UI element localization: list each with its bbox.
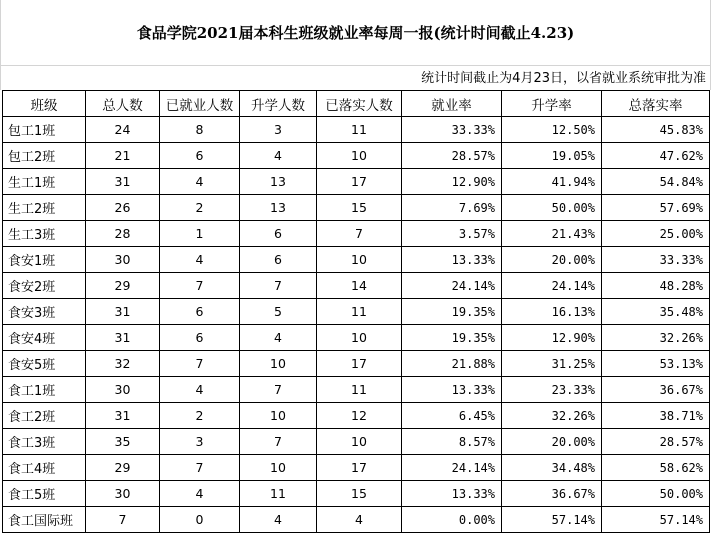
employment-rate-cell[interactable]: 19.35% — [402, 299, 502, 325]
total-cell[interactable]: 31 — [86, 169, 160, 195]
study-rate-cell[interactable]: 50.00% — [502, 195, 602, 221]
total-rate-cell[interactable]: 50.00% — [602, 481, 710, 507]
employed-cell[interactable]: 6 — [160, 299, 240, 325]
study-cell[interactable]: 10 — [240, 455, 317, 481]
study-rate-cell[interactable]: 23.33% — [502, 377, 602, 403]
table-row — [3, 507, 710, 533]
study-cell[interactable]: 6 — [240, 221, 317, 247]
sheet-note[interactable]: 统计时间截止为4月23日，以省就业系统审批为准 — [0, 68, 711, 90]
total-rate-cell[interactable]: 36.67% — [602, 377, 710, 403]
total-cell[interactable]: 31 — [86, 403, 160, 429]
total-rate-cell[interactable]: 32.26% — [602, 325, 710, 351]
table-row — [3, 117, 710, 143]
employment-rate-cell[interactable]: 19.35% — [402, 325, 502, 351]
total-rate-cell[interactable]: 54.84% — [602, 169, 710, 195]
study-cell[interactable]: 6 — [240, 247, 317, 273]
class-cell[interactable]: 生工3班 — [3, 221, 86, 247]
employment-rate-cell[interactable]: 24.14% — [402, 455, 502, 481]
class-cell[interactable]: 食安1班 — [3, 247, 86, 273]
placed-cell[interactable]: 4 — [317, 507, 402, 533]
employment-rate-cell[interactable]: 21.88% — [402, 351, 502, 377]
class-cell[interactable]: 食工2班 — [3, 403, 86, 429]
class-cell[interactable]: 食安2班 — [3, 273, 86, 299]
study-rate-cell[interactable]: 57.14% — [502, 507, 602, 533]
header-class[interactable]: 班级 — [3, 91, 86, 117]
placed-cell[interactable]: 14 — [317, 273, 402, 299]
table-row — [3, 169, 710, 195]
table-row — [3, 247, 710, 273]
total-cell[interactable]: 30 — [86, 481, 160, 507]
placed-cell[interactable]: 10 — [317, 247, 402, 273]
study-cell[interactable]: 13 — [240, 169, 317, 195]
placed-cell[interactable]: 17 — [317, 351, 402, 377]
total-rate-cell[interactable]: 33.33% — [602, 247, 710, 273]
table-row — [3, 195, 710, 221]
employment-rate-cell[interactable]: 3.57% — [402, 221, 502, 247]
header-employed[interactable]: 已就业人数 — [160, 91, 240, 117]
study-cell[interactable]: 10 — [240, 351, 317, 377]
employed-cell[interactable]: 2 — [160, 403, 240, 429]
class-cell[interactable]: 食工4班 — [3, 455, 86, 481]
employed-cell[interactable]: 0 — [160, 507, 240, 533]
study-cell[interactable]: 13 — [240, 195, 317, 221]
study-cell[interactable]: 4 — [240, 325, 317, 351]
placed-cell[interactable]: 10 — [317, 143, 402, 169]
placed-cell[interactable]: 17 — [317, 169, 402, 195]
study-cell[interactable]: 7 — [240, 273, 317, 299]
total-rate-cell[interactable]: 48.28% — [602, 273, 710, 299]
placed-cell[interactable]: 7 — [317, 221, 402, 247]
table-row — [3, 429, 710, 455]
study-cell[interactable]: 10 — [240, 403, 317, 429]
employed-cell[interactable]: 6 — [160, 143, 240, 169]
header-total-rate[interactable]: 总落实率 — [602, 91, 710, 117]
header-employment-rate[interactable]: 就业率 — [402, 91, 502, 117]
study-rate-cell[interactable]: 41.94% — [502, 169, 602, 195]
placed-cell[interactable]: 15 — [317, 195, 402, 221]
class-cell[interactable]: 食工国际班 — [3, 507, 86, 533]
study-rate-cell[interactable]: 20.00% — [502, 429, 602, 455]
total-rate-cell[interactable]: 28.57% — [602, 429, 710, 455]
total-cell[interactable]: 32 — [86, 351, 160, 377]
study-rate-cell[interactable]: 21.43% — [502, 221, 602, 247]
total-cell[interactable]: 24 — [86, 117, 160, 143]
study-rate-cell[interactable]: 12.50% — [502, 117, 602, 143]
employed-cell[interactable]: 7 — [160, 351, 240, 377]
table-row — [3, 221, 710, 247]
employed-cell[interactable]: 4 — [160, 169, 240, 195]
table-body — [3, 117, 710, 533]
study-cell[interactable]: 4 — [240, 143, 317, 169]
class-cell[interactable]: 包工2班 — [3, 143, 86, 169]
header-placed[interactable]: 已落实人数 — [317, 91, 402, 117]
employed-cell[interactable]: 4 — [160, 377, 240, 403]
employment-rate-cell[interactable]: 7.69% — [402, 195, 502, 221]
table-row — [3, 455, 710, 481]
header-total[interactable]: 总人数 — [86, 91, 160, 117]
placed-cell[interactable]: 10 — [317, 325, 402, 351]
total-rate-cell[interactable]: 58.62% — [602, 455, 710, 481]
employment-rate-cell[interactable]: 13.33% — [402, 481, 502, 507]
class-cell[interactable]: 食安3班 — [3, 299, 86, 325]
total-cell[interactable]: 35 — [86, 429, 160, 455]
employment-rate-cell[interactable]: 12.90% — [402, 169, 502, 195]
class-cell[interactable]: 食安4班 — [3, 325, 86, 351]
table-row — [3, 351, 710, 377]
table-row — [3, 299, 710, 325]
placed-cell[interactable]: 11 — [317, 299, 402, 325]
employed-cell[interactable]: 4 — [160, 247, 240, 273]
total-cell[interactable]: 29 — [86, 455, 160, 481]
total-cell[interactable]: 21 — [86, 143, 160, 169]
employment-table — [2, 90, 710, 533]
study-rate-cell[interactable]: 16.13% — [502, 299, 602, 325]
class-cell[interactable]: 食工3班 — [3, 429, 86, 455]
total-rate-cell[interactable]: 38.71% — [602, 403, 710, 429]
placed-cell[interactable]: 12 — [317, 403, 402, 429]
employed-cell[interactable]: 3 — [160, 429, 240, 455]
employed-cell[interactable]: 4 — [160, 481, 240, 507]
table-row — [3, 273, 710, 299]
study-cell[interactable]: 3 — [240, 117, 317, 143]
sheet-title[interactable]: 食品学院2021届本科生班级就业率每周一报(统计时间截止4.23) — [0, 0, 711, 66]
placed-cell[interactable]: 11 — [317, 117, 402, 143]
employed-cell[interactable]: 7 — [160, 455, 240, 481]
placed-cell[interactable]: 15 — [317, 481, 402, 507]
placed-cell[interactable]: 11 — [317, 377, 402, 403]
employment-rate-cell[interactable]: 13.33% — [402, 247, 502, 273]
table-row — [3, 325, 710, 351]
study-rate-cell[interactable]: 32.26% — [502, 403, 602, 429]
header-row — [3, 91, 710, 117]
study-rate-cell[interactable]: 19.05% — [502, 143, 602, 169]
study-rate-cell[interactable]: 20.00% — [502, 247, 602, 273]
placed-cell[interactable]: 17 — [317, 455, 402, 481]
table-row — [3, 403, 710, 429]
total-rate-cell[interactable]: 25.00% — [602, 221, 710, 247]
class-cell[interactable]: 包工1班 — [3, 117, 86, 143]
class-cell[interactable]: 食工1班 — [3, 377, 86, 403]
total-cell[interactable]: 7 — [86, 507, 160, 533]
class-cell[interactable]: 生工2班 — [3, 195, 86, 221]
total-cell[interactable]: 29 — [86, 273, 160, 299]
employed-cell[interactable]: 6 — [160, 325, 240, 351]
total-cell[interactable]: 28 — [86, 221, 160, 247]
study-cell[interactable]: 7 — [240, 377, 317, 403]
total-rate-cell[interactable]: 45.83% — [602, 117, 710, 143]
employment-rate-cell[interactable]: 0.00% — [402, 507, 502, 533]
class-cell[interactable]: 食工5班 — [3, 481, 86, 507]
total-rate-cell[interactable]: 53.13% — [602, 351, 710, 377]
employment-rate-cell[interactable]: 13.33% — [402, 377, 502, 403]
study-rate-cell[interactable]: 12.90% — [502, 325, 602, 351]
total-rate-cell[interactable]: 57.14% — [602, 507, 710, 533]
total-cell[interactable]: 31 — [86, 299, 160, 325]
employed-cell[interactable]: 8 — [160, 117, 240, 143]
employment-rate-cell[interactable]: 33.33% — [402, 117, 502, 143]
table-row — [3, 481, 710, 507]
total-cell[interactable]: 30 — [86, 377, 160, 403]
study-cell[interactable]: 5 — [240, 299, 317, 325]
total-rate-cell[interactable]: 35.48% — [602, 299, 710, 325]
total-rate-cell[interactable]: 47.62% — [602, 143, 710, 169]
total-cell[interactable]: 26 — [86, 195, 160, 221]
total-cell[interactable]: 30 — [86, 247, 160, 273]
employment-rate-cell[interactable]: 24.14% — [402, 273, 502, 299]
study-cell[interactable]: 7 — [240, 429, 317, 455]
class-cell[interactable]: 食安5班 — [3, 351, 86, 377]
total-cell[interactable]: 31 — [86, 325, 160, 351]
header-study-rate[interactable]: 升学率 — [502, 91, 602, 117]
employment-rate-cell[interactable]: 8.57% — [402, 429, 502, 455]
total-rate-cell[interactable]: 57.69% — [602, 195, 710, 221]
employed-cell[interactable]: 2 — [160, 195, 240, 221]
class-cell[interactable]: 生工1班 — [3, 169, 86, 195]
header-further-study[interactable]: 升学人数 — [240, 91, 317, 117]
study-rate-cell[interactable]: 31.25% — [502, 351, 602, 377]
table-row — [3, 377, 710, 403]
employment-rate-cell[interactable]: 6.45% — [402, 403, 502, 429]
study-rate-cell[interactable]: 24.14% — [502, 273, 602, 299]
study-rate-cell[interactable]: 34.48% — [502, 455, 602, 481]
employed-cell[interactable]: 7 — [160, 273, 240, 299]
study-rate-cell[interactable]: 36.67% — [502, 481, 602, 507]
study-cell[interactable]: 4 — [240, 507, 317, 533]
employed-cell[interactable]: 1 — [160, 221, 240, 247]
employment-rate-cell[interactable]: 28.57% — [402, 143, 502, 169]
table-row — [3, 143, 710, 169]
placed-cell[interactable]: 10 — [317, 429, 402, 455]
study-cell[interactable]: 11 — [240, 481, 317, 507]
